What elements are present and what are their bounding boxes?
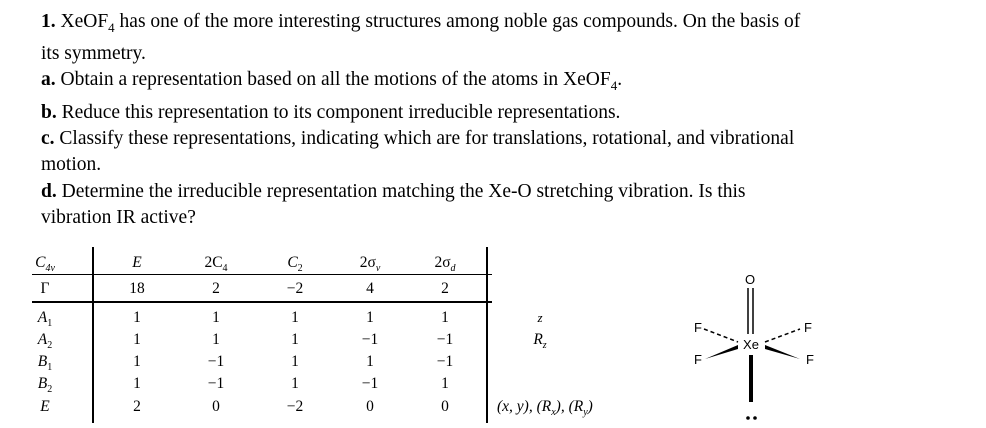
- lone-pair: [753, 416, 757, 420]
- part-b: b. Reduce this representation to its component irreducible representations.: [41, 101, 621, 123]
- irrep-label: E: [40, 398, 50, 415]
- basis-e: (x, y), $(R_x)$, $(R_y)$: [497, 398, 593, 419]
- table-vrule: [486, 247, 488, 423]
- table-cell: −1: [361, 375, 379, 392]
- table-cell: −1: [361, 331, 379, 348]
- table-cell: 1: [291, 309, 299, 326]
- table-cell: −1: [207, 353, 225, 370]
- question-text: [41, 9, 941, 231]
- gamma-value: 18: [129, 280, 145, 297]
- table-cell: 1: [212, 309, 220, 326]
- part-d: d. Determine the irreducible representation matching the Xe-O stretching vibration. Is this vibration IR active?: [41, 180, 746, 228]
- gamma-value: 2: [212, 280, 220, 297]
- gamma-value: 2: [441, 280, 449, 297]
- question-intro: 1. XeOF$_4$ has one of the more interesting structures among noble gas compounds. On the basis of its symmetry.: [41, 11, 801, 65]
- table-cell: −1: [436, 353, 454, 370]
- irrep-label: $B_2$: [37, 375, 53, 396]
- point-group-label: $C_{4v}$: [35, 254, 55, 275]
- table-cell: 0: [441, 398, 449, 415]
- fluorine-atom: F: [694, 320, 702, 335]
- table-cell: 1: [212, 331, 220, 348]
- xeof4-structure: [670, 262, 830, 427]
- table-rule: [32, 274, 492, 275]
- fluorine-atom: F: [806, 352, 814, 367]
- table-cell: 1: [291, 331, 299, 348]
- table-cell: 2: [133, 398, 141, 415]
- table-cell: 1: [133, 375, 141, 392]
- table-cell: 1: [133, 331, 141, 348]
- table-cell: 0: [212, 398, 220, 415]
- fluorine-atom: F: [694, 352, 702, 367]
- table-cell: 1: [133, 353, 141, 370]
- basis-rz: $R_z$: [533, 331, 547, 352]
- table-cell: −1: [207, 375, 225, 392]
- part-c: c. Classify these representations, indicating which are for translations, rotational, and vibrational motion.: [41, 127, 795, 176]
- table-cell: 0: [366, 398, 374, 415]
- lone-pair: [746, 416, 750, 420]
- irrep-label: $A_2$: [37, 331, 53, 352]
- oxygen-atom: O: [744, 272, 756, 287]
- table-cell: 1: [291, 375, 299, 392]
- irrep-label: $B_1$: [37, 353, 53, 374]
- header-C2: $C_2$: [287, 254, 303, 275]
- character-table: [20, 247, 593, 427]
- table-rule: [32, 301, 492, 303]
- gamma-value: −2: [286, 280, 304, 297]
- fluorine-atom: F: [804, 320, 812, 335]
- table-cell: 1: [441, 375, 449, 392]
- table-cell: 1: [133, 309, 141, 326]
- header-E: E: [132, 254, 142, 271]
- header-2C4: $2C_4$: [204, 254, 228, 275]
- table-cell: 1: [441, 309, 449, 326]
- part-a: a. Obtain a representation based on all the motions of the atoms in XeOF$_4$.: [41, 69, 623, 94]
- irrep-label: $A_1$: [37, 309, 53, 330]
- xenon-atom: Xe: [743, 337, 759, 352]
- table-cell: 1: [366, 309, 374, 326]
- table-cell: 1: [366, 353, 374, 370]
- gamma-label: Γ: [40, 280, 50, 297]
- table-cell: −2: [286, 398, 304, 415]
- table-cell: 1: [291, 353, 299, 370]
- header-2sigma-d: $2\sigma_d$: [434, 254, 456, 275]
- table-vrule: [92, 247, 94, 423]
- table-cell: −1: [436, 331, 454, 348]
- basis-z: z: [537, 310, 543, 325]
- header-2sigma-v: $2\sigma_v$: [359, 254, 381, 275]
- question-number: 1.: [41, 11, 56, 32]
- gamma-value: 4: [366, 280, 374, 297]
